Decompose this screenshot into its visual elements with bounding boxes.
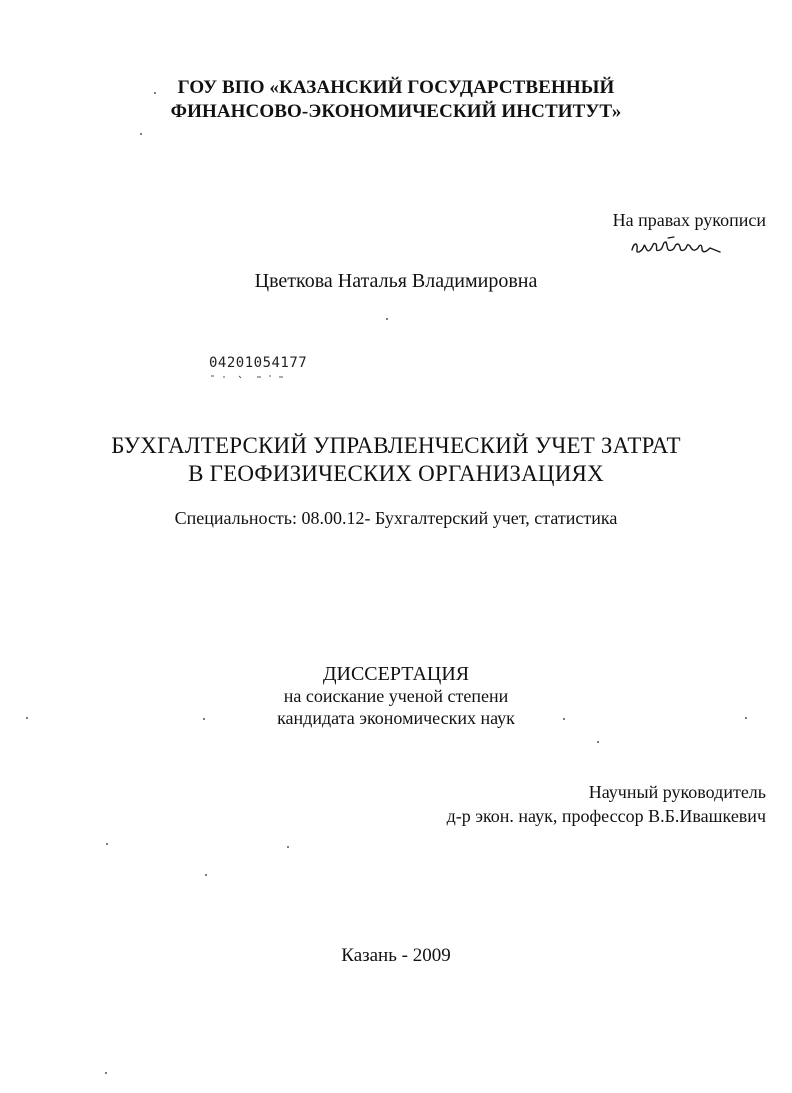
institution-line-2: ФИНАНСОВО-ЭКОНОМИЧЕСКИЙ ИНСТИТУТ» — [170, 101, 622, 122]
supervisor-block — [447, 780, 766, 828]
dissertation-block — [0, 663, 792, 729]
scan-speck — [105, 1072, 107, 1074]
supervisor-label: Научный руководитель — [588, 782, 766, 802]
scan-speck — [106, 843, 108, 845]
dissertation-title — [0, 432, 792, 488]
dissertation-heading: ДИССЕРТАЦИЯ — [322, 663, 470, 685]
scan-speck — [203, 718, 205, 720]
manuscript-rights-label: На правах рукописи — [612, 210, 766, 230]
scan-speck — [745, 717, 747, 719]
degree-line-1: на соискание ученой степени — [283, 686, 509, 706]
specialty-line: Специальность: 08.00.12- Бухгалтерский учет, статистика — [174, 508, 618, 528]
scan-speck — [386, 318, 388, 320]
scan-speck — [287, 846, 289, 848]
catalog-number: 04201054177 — [209, 355, 308, 371]
scan-speck — [154, 92, 156, 94]
author-name: Цветкова Наталья Владимировна — [254, 270, 538, 292]
scan-speck — [26, 717, 28, 719]
title-line-1: БУХГАЛТЕРСКИЙ УПРАВЛЕНЧЕСКИЙ УЧЕТ ЗАТРАТ — [111, 433, 681, 458]
scan-speck — [205, 874, 207, 876]
supervisor-name: д-р экон. наук, профессор В.Б.Ивашкевич — [446, 806, 766, 826]
institution-header — [0, 76, 792, 124]
institution-line-1: ГОУ ВПО «КАЗАНСКИЙ ГОСУДАРСТВЕННЫЙ — [177, 77, 615, 98]
title-line-2: В ГЕОФИЗИЧЕСКИХ ОРГАНИЗАЦИЯХ — [188, 461, 604, 486]
catalog-number-marks — [209, 374, 309, 380]
scan-speck — [597, 741, 599, 743]
handwritten-signature — [628, 230, 728, 260]
city-year: Казань - 2009 — [341, 945, 451, 966]
scan-speck — [140, 133, 142, 135]
scan-speck — [563, 718, 565, 720]
degree-line-2: кандидата экономических наук — [277, 708, 515, 728]
